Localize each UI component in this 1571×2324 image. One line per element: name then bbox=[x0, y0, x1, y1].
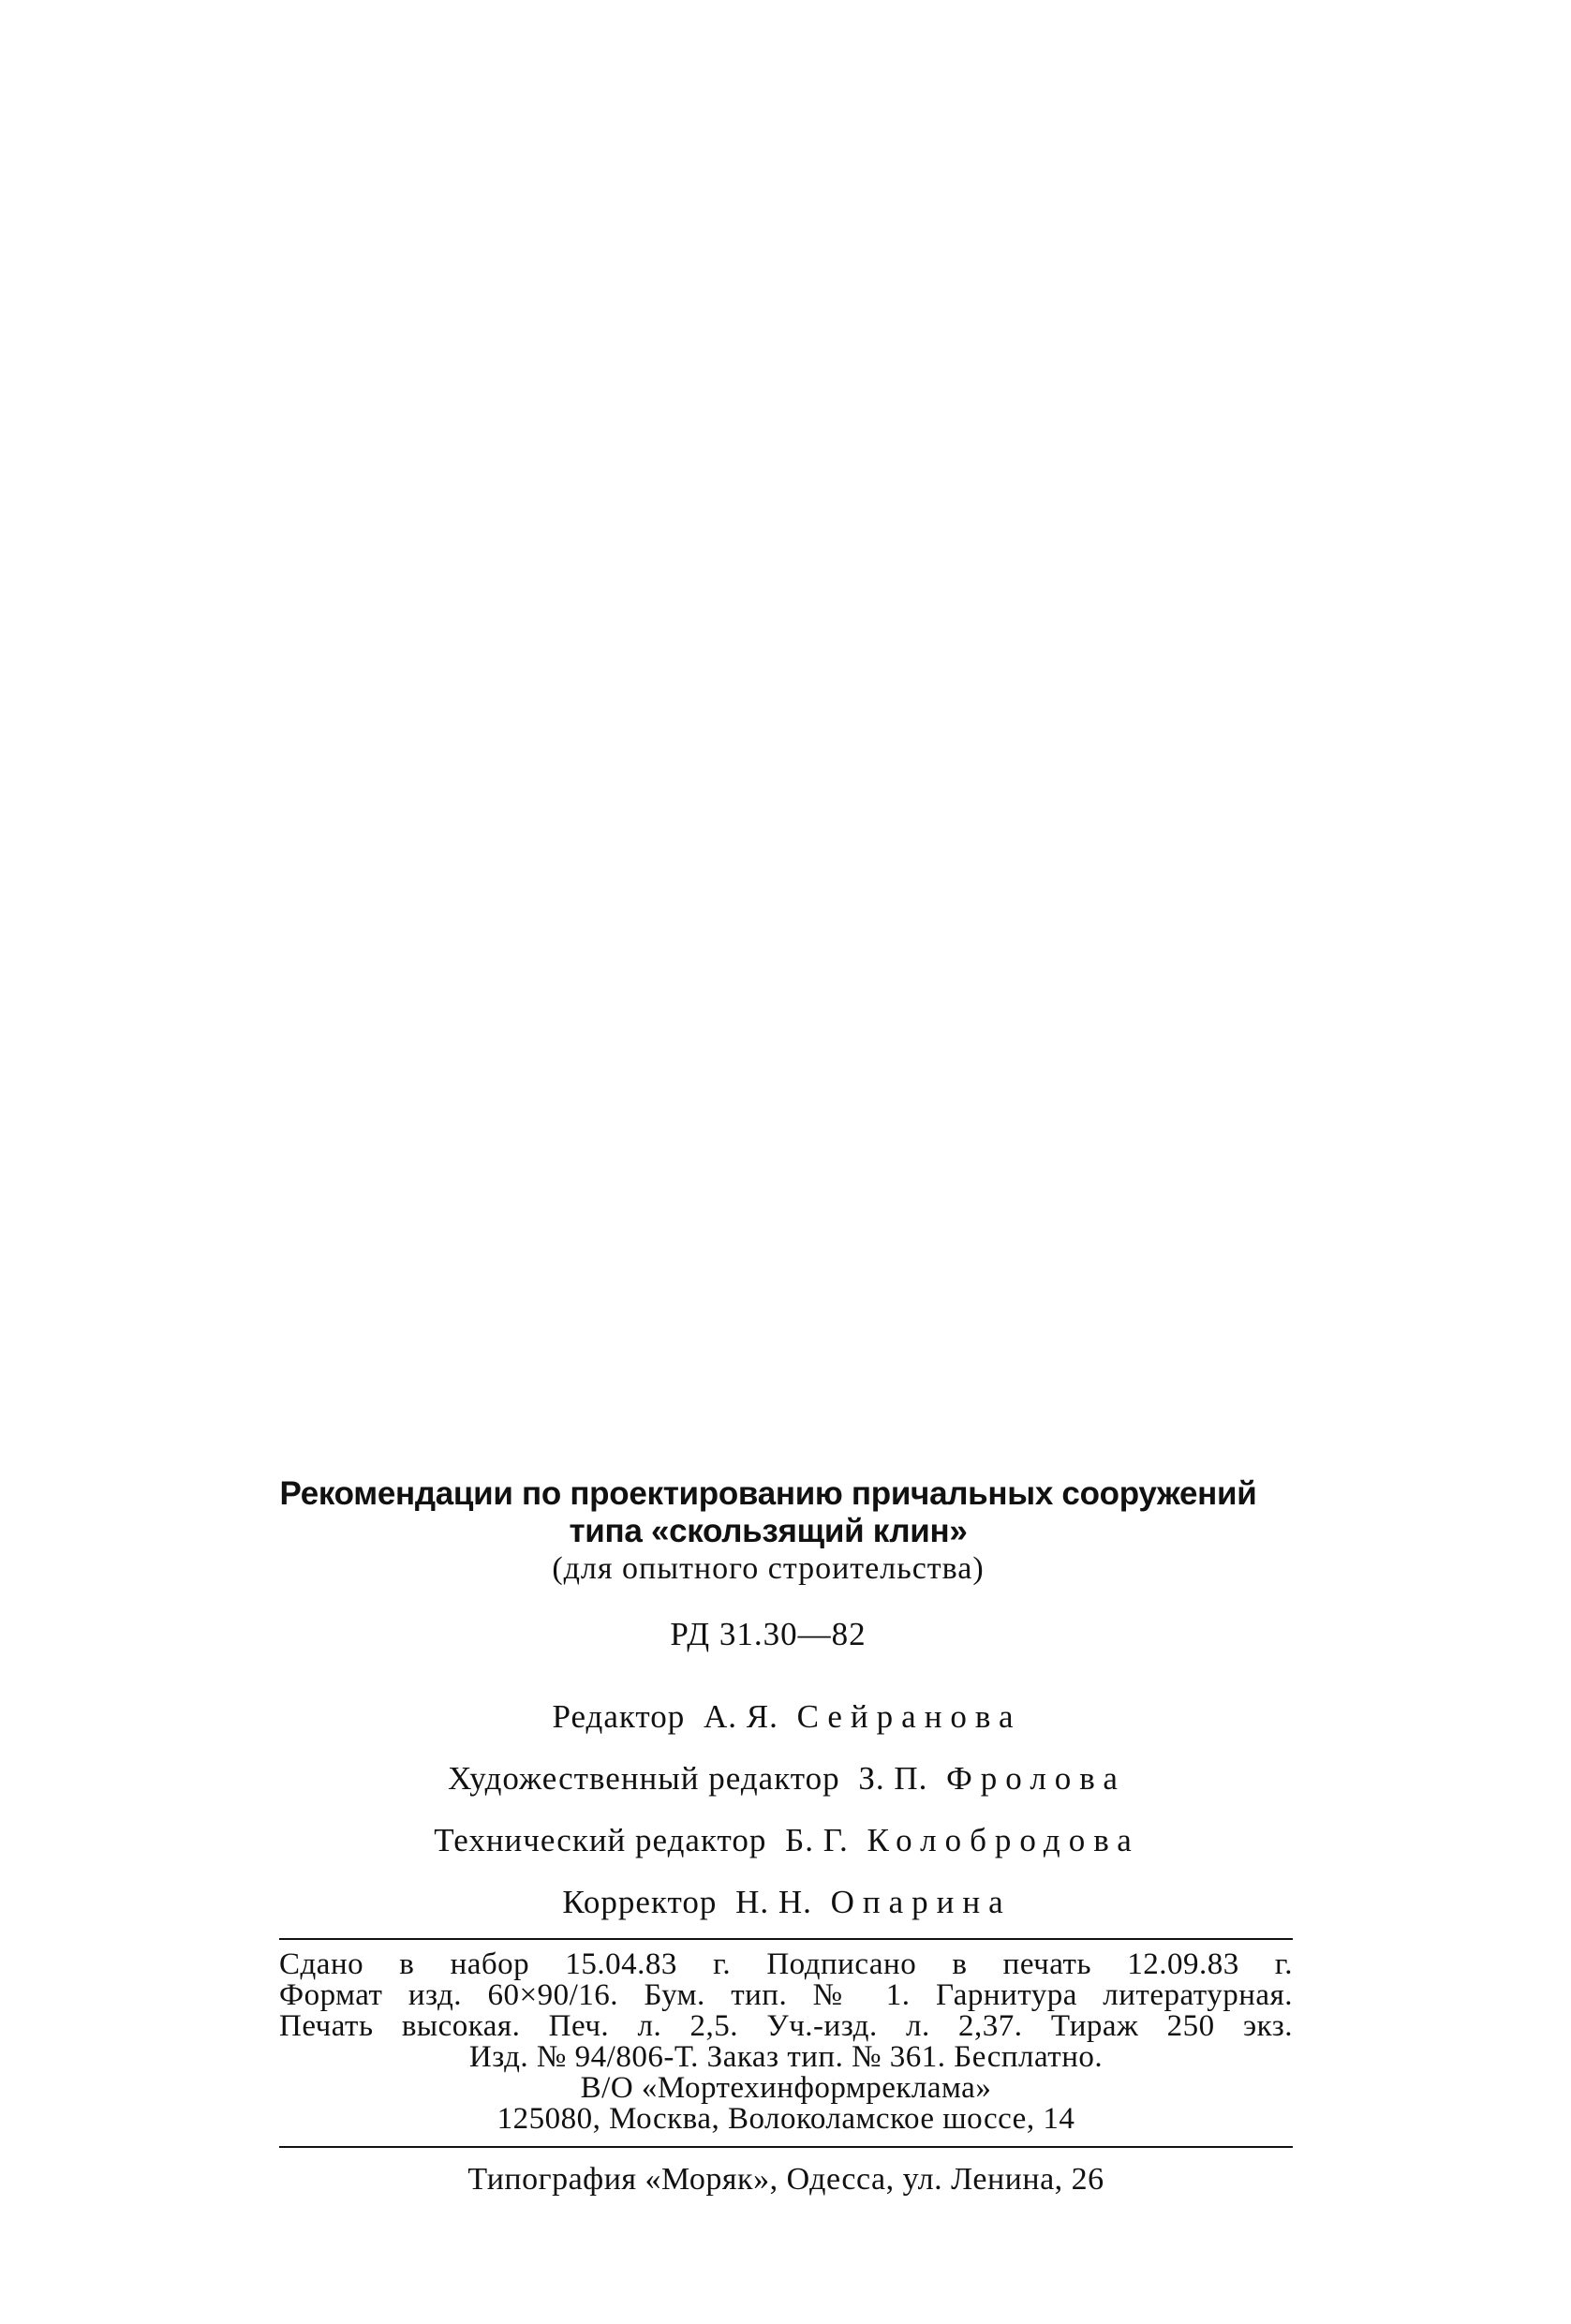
staff-row-art-editor bbox=[272, 1760, 1302, 1798]
staff-role: Редактор bbox=[552, 1698, 686, 1735]
details-line-1: Сдано в набор 15.04.83 г. Подписано в печать 12.09.83 г. bbox=[279, 1947, 1293, 1981]
staff-initials: З. П. bbox=[858, 1760, 928, 1797]
document-subtitle: (для опытного строительства) bbox=[552, 1551, 985, 1586]
staff-initials: А. Я. bbox=[704, 1698, 778, 1735]
staff-initials: Б. Г. bbox=[785, 1822, 849, 1858]
details-line-2: Формат изд. 60×90/16. Бум. тип. № 1. Гарнитура литературная. bbox=[279, 1978, 1293, 2012]
divider-bottom bbox=[279, 2146, 1293, 2148]
publisher-address: 125080, Москва, Волоколамское шоссе, 14 bbox=[496, 2102, 1075, 2136]
document-title-line-2: типа «скользящий клин» bbox=[569, 1513, 968, 1549]
details-line-4: Изд. № 94/806-Т. Заказ тип. № 361. Бесплатно. bbox=[468, 2040, 1104, 2074]
staff-role: Корректор bbox=[562, 1884, 718, 1920]
document-title-line-1: Рекомендации по проектированию причальных сооружений bbox=[279, 1475, 1257, 1512]
printer-line: Типография «Моряк», Одесса, ул. Ленина, 26 bbox=[467, 2162, 1104, 2197]
staff-row-proofreader bbox=[272, 1884, 1302, 1921]
staff-surname: Колобродова bbox=[867, 1822, 1140, 1858]
staff-role: Художественный редактор bbox=[448, 1760, 840, 1797]
publication-details bbox=[272, 1940, 1302, 2146]
staff-row-technical-editor bbox=[272, 1822, 1302, 1859]
staff-role: Технический редактор bbox=[434, 1822, 767, 1858]
staff-initials: Н. Н. bbox=[735, 1884, 812, 1920]
staff-row-editor bbox=[272, 1698, 1302, 1736]
document-designation: РД 31.30—82 bbox=[670, 1616, 867, 1652]
imprint-block bbox=[272, 1475, 1302, 2198]
staff-list bbox=[272, 1698, 1302, 1921]
details-line-3: Печать высокая. Печ. л. 2,5. Уч.-изд. л. 2,37. Тираж 250 экз. bbox=[279, 2009, 1293, 2043]
staff-surname: Фролова bbox=[946, 1760, 1126, 1797]
publisher-name: В/О «Мортехинформреклама» bbox=[580, 2071, 992, 2105]
staff-surname: Сейранова bbox=[796, 1698, 1022, 1735]
staff-surname: Опарина bbox=[830, 1884, 1012, 1920]
